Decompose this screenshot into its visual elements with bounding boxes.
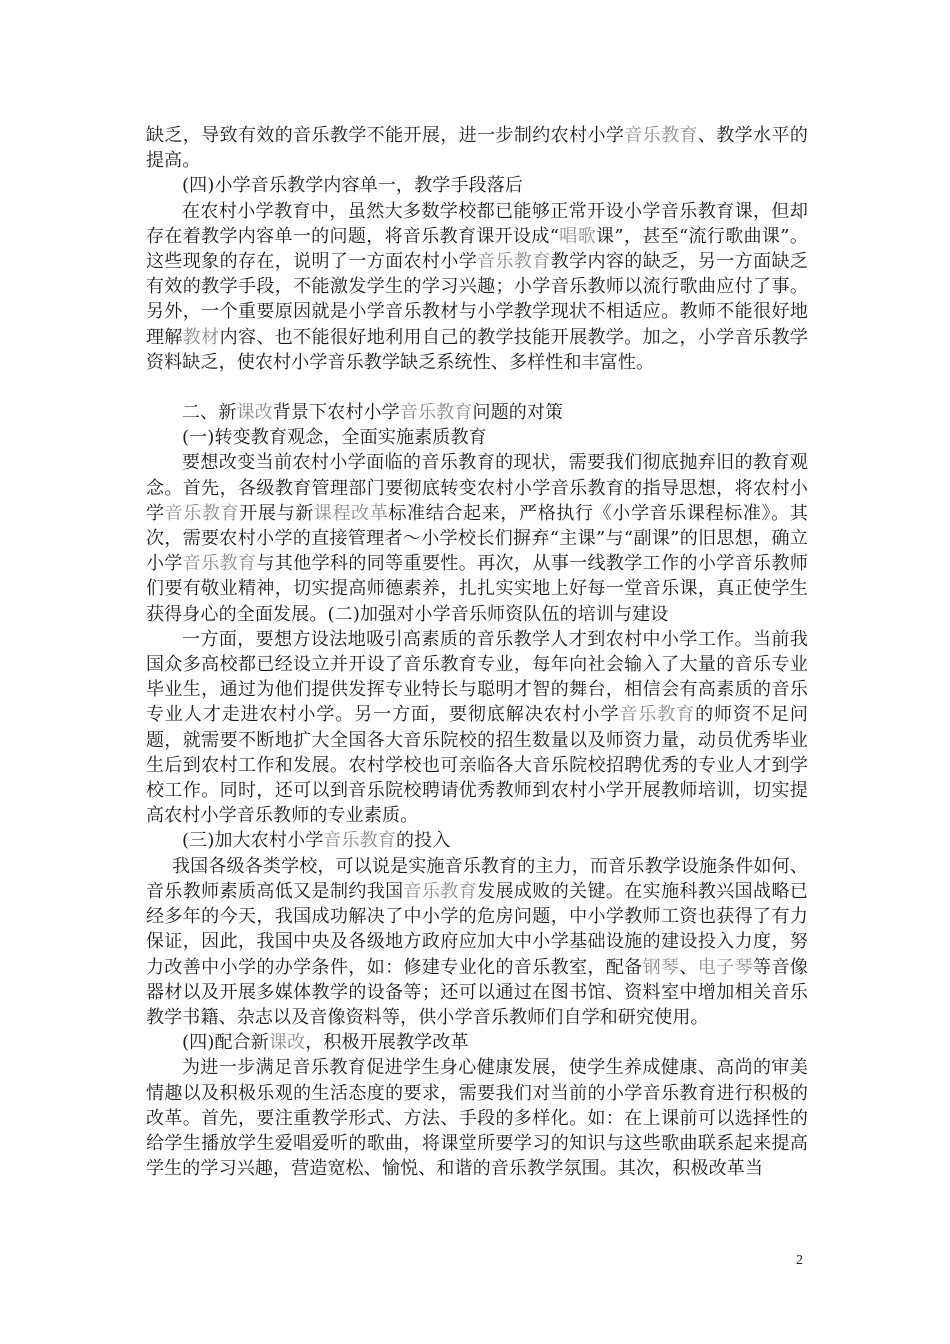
keyword-link: 课改 (268, 1032, 306, 1054)
text-run: (一)转变教育观念，全面实施素质教育 (182, 427, 487, 449)
keyword-link: 音乐教育 (399, 402, 473, 424)
keyword-link: 音乐教育 (477, 251, 551, 273)
page-number: 2 (796, 1253, 803, 1268)
text-run: 与其他学科的同等重要性。再次，从事一线教学工作的小学音乐教师们要有敬业精神，切实提高师德素养，扎扎实实地上好每一堂音乐课，真正使学生获得身心的全面发展。(二)加强对小学音乐师资队伍的培训与建设 (146, 553, 808, 625)
text-run: 标准结合起来，严格执行《小学音乐课程标准》。其次，需要农村小学的直接管理者～小学校长们摒弃“主课”与“副课”的旧思想，确立小学 (146, 502, 808, 575)
text-run: 的投入 (396, 830, 451, 852)
keyword-link: 音乐教育 (403, 880, 478, 902)
document-body (146, 123, 808, 1181)
keyword-link: 课程改革 (313, 502, 389, 524)
text-run: (四)小学音乐教学内容单一，教学手段落后 (182, 175, 524, 197)
keyword-link: 唱歌 (559, 225, 596, 247)
text-run: 缺乏，导致有效的音乐教学不能开展，进一步制约农村小学 (146, 125, 625, 146)
text-run: 背景下农村小学 (272, 402, 400, 424)
text-run: 我国各级各类学校，可以说是实施音乐教育的主力，而音乐教学设施条件如何、音乐教师素质高低又是制约我国 (146, 855, 808, 902)
text-run: 发展成败的关键。在实施科教兴国战略已经多年的今天，我国成功解决了中小学的危房问题，中小学教师工资也获得了有力保证，因此，我国中央及各级地方政府应加大中小学基础设施的建设投入力度，努力改善中小学的办学条件，如：修建专业化的音乐教室，配备 (146, 880, 808, 978)
text-run: (三)加大农村小学 (182, 830, 324, 852)
paragraph (146, 173, 808, 198)
paragraph (146, 123, 808, 173)
keyword-link: 音乐教育 (323, 830, 397, 852)
paragraph (146, 1055, 808, 1181)
paragraph (146, 1030, 808, 1055)
paragraph (146, 854, 808, 1030)
keyword-link: 音乐教育 (164, 502, 240, 524)
text-run: 开展与新 (239, 502, 314, 524)
text-run: 内容、也不能很好地利用自己的教学技能开展教学。加之，小学音乐教学资料缺乏，使农村小学音乐教学缺乏系统性、多样性和丰富性。 (146, 326, 808, 373)
text-run: 课”，甚至“流行歌曲课”。这些现象的存在，说明了一方面农村小学 (146, 225, 808, 273)
keyword-link: 音乐教育 (624, 125, 698, 146)
text-run: 一方面，要想方设法地吸引高素质的音乐教学人才到农村中小学工作。当前我国众多高校都已经设立并开设了音乐教育专业，每年向社会输入了大量的音乐专业毕业生，通过为他们提供发挥专业特长与聪明才智的舞台，相信会有高素质的音乐专业人才走进农村小学。另一方面，要彻底解决农村小学 (146, 628, 808, 726)
text-run: 为进一步满足音乐教育促进学生身心健康发展，使学生养成健康、高尚的审美情趣以及积极乐观的生活态度的要求，需要我们对当前的小学音乐教育进行积极的改革。首先，要注重教学形式、方法、手段的多样化。如：在上课前可以选择性的给学生播放学生爱唱爱听的歌曲，将课堂所要学习的知识与这些歌曲联系起来提高学生的学习兴趣，营造宽松、愉悦、和谐的音乐教学氛围。其次，积极改革当 (146, 1057, 808, 1180)
text-run: 在农村小学教育中，虽然大多数学校都已能够正常开设小学音乐教育课，但却存在着教学内容单一的问题，将音乐教育课开设成“ (146, 200, 808, 247)
paragraph (146, 450, 808, 626)
keyword-link: 钢琴 (642, 956, 680, 978)
paragraph (146, 400, 808, 425)
keyword-link: 电子琴 (697, 956, 754, 978)
text-run: 的师资不足问题，就需要不断地扩大全国各大音乐院校的招生数量以及师资力量，动员优秀毕业生后到农村工作和发展。农村学校也可亲临各大音乐院校招聘优秀的专业人才到学校工作。同时，还可以到音乐院校聘请优秀教师到农村小学开展教师培训，切实提高农村小学音乐教师的专业素质。 (146, 704, 808, 827)
text-run: 问题的对策 (472, 402, 564, 424)
text-run: ，积极开展教学改革 (305, 1032, 469, 1054)
paragraph (146, 425, 808, 450)
paragraph (146, 828, 808, 853)
keyword-link: 教材 (182, 326, 220, 348)
keyword-link: 课改 (236, 402, 273, 424)
paragraph-gap (146, 375, 808, 400)
text-run: 要想改变当前农村小学面临的音乐教育的现状，需要我们彻底抛弃旧的教育观念。首先，各级教育管理部门要彻底转变农村小学音乐教育的指导思想，将农村小学 (146, 452, 808, 524)
text-run: 、 (679, 956, 698, 978)
paragraph (146, 199, 808, 375)
text-run: 等音像器材以及开展多媒体教学的设备等；还可以通过在图书馆、资料室中增加相关音乐教学书籍、杂志以及音像资料等，供小学音乐教师们自学和研究使用。 (146, 956, 808, 1028)
text-run: 二、新 (182, 402, 237, 424)
keyword-link: 音乐教育 (182, 553, 257, 575)
text-run: (四)配合新 (182, 1032, 269, 1054)
text-run: 、教学水平的提高。 (146, 125, 808, 172)
text-run: 教学内容的缺乏，另一方面缺乏有效的教学手段，不能激发学生的学习兴趣；小学音乐教师以流行歌曲应付了事。另外，一个重要原因就是小学音乐教材与小学教学现状不相适应。教师不能很好地理解 (146, 251, 809, 348)
keyword-link: 音乐教育 (619, 704, 696, 726)
paragraph (146, 627, 808, 829)
